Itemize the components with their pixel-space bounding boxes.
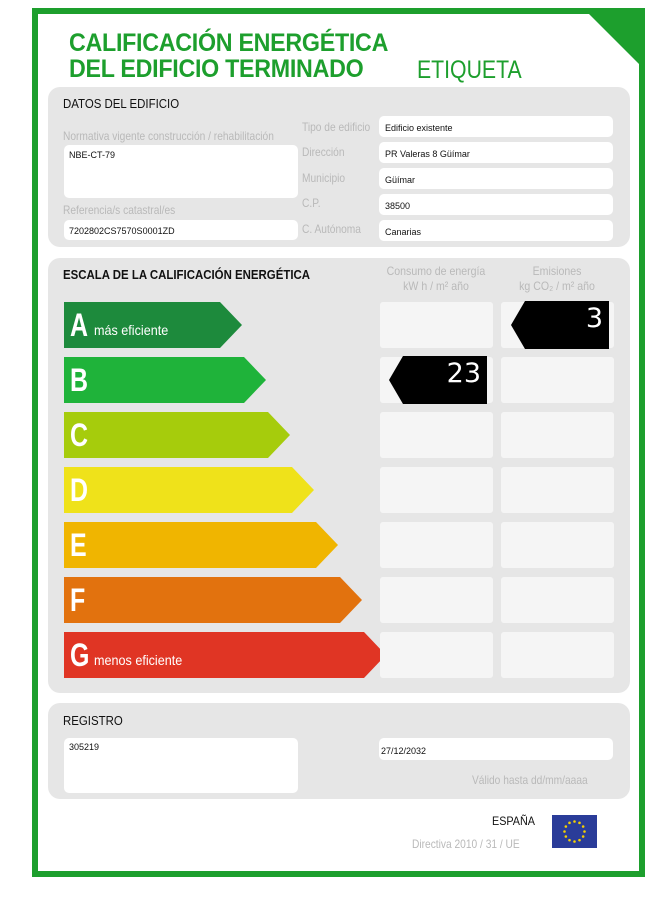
- consumo-cell-e: [380, 522, 493, 568]
- title-line-2: DEL EDIFICIO TERMINADO: [69, 55, 364, 83]
- consumo-cell-g: [380, 632, 493, 678]
- municipio-label: Municipio: [302, 171, 346, 185]
- band-letter: A: [70, 307, 89, 343]
- emisiones-cell-c: [501, 412, 614, 458]
- eu-star: [568, 822, 571, 825]
- emisiones-cell-f: [501, 577, 614, 623]
- normativa-value: NBE-CT-79: [69, 150, 116, 160]
- band-letter: D: [70, 472, 89, 508]
- band-e: [64, 522, 338, 568]
- comunidad-label: C. Autónoma: [302, 222, 361, 236]
- municipio-value: Güímar: [385, 175, 416, 185]
- emisiones-cell-g: [501, 632, 614, 678]
- band-letter: B: [70, 362, 89, 398]
- tipo-value: Edificio existente: [385, 123, 453, 133]
- eu-star: [568, 839, 571, 842]
- consumo-cell-c: [380, 412, 493, 458]
- referencia-label: Referencia/s catastral/es: [63, 203, 176, 217]
- directive-label: Directiva 2010 / 31 / UE: [412, 837, 520, 851]
- band-f: [64, 577, 362, 623]
- cp-label: C.P.: [302, 196, 321, 210]
- registro-title: REGISTRO: [63, 713, 123, 728]
- country-label: ESPAÑA: [492, 814, 536, 828]
- cp-field: [379, 194, 613, 215]
- band-letter: E: [70, 527, 87, 563]
- emisiones-header-line2: kg CO₂ / m² año: [519, 279, 595, 293]
- band-b: [64, 357, 266, 403]
- building-data-title: DATOS DEL EDIFICIO: [63, 96, 180, 111]
- consumo-cell-a: [380, 302, 493, 348]
- band-e-arrow: [64, 522, 338, 568]
- direccion-value: PR Valeras 8 Güímar: [385, 149, 470, 159]
- band-a: [64, 302, 242, 348]
- page-title: [69, 30, 388, 82]
- band-letter: C: [70, 417, 89, 453]
- consumo-cell-d: [380, 467, 493, 513]
- referencia-value: 7202802CS7570S0001ZD: [69, 226, 175, 236]
- direccion-label: Dirección: [302, 145, 345, 159]
- valid-until-label: Válido hasta dd/mm/aaaa: [472, 773, 588, 787]
- consumo-cell-f: [380, 577, 493, 623]
- consumo-header: [383, 264, 489, 294]
- band-letter: G: [70, 637, 90, 673]
- eu-star: [565, 825, 568, 828]
- band-f-arrow: [64, 577, 362, 623]
- registro-number-field: [64, 738, 298, 793]
- emisiones-header: [504, 264, 610, 294]
- emisiones-cell-b: [501, 357, 614, 403]
- band-note: menos eficiente: [94, 652, 183, 668]
- eu-star: [573, 840, 576, 843]
- comunidad-value: Canarias: [385, 227, 422, 237]
- consumo-value: 23: [446, 358, 481, 389]
- eu-star: [583, 830, 586, 833]
- band-c-arrow: [64, 412, 290, 458]
- eu-star: [582, 835, 585, 838]
- title-line-1: CALIFICACIÓN ENERGÉTICA: [69, 29, 389, 57]
- emisiones-value: 3: [585, 303, 603, 334]
- registro-date: 27/12/2032: [381, 746, 427, 756]
- corner-triangle: [583, 8, 645, 70]
- cp-value: 38500: [385, 201, 411, 211]
- eu-stars-icon: [552, 815, 597, 848]
- normativa-label: Normativa vigente construcción / rehabilitación: [63, 129, 274, 143]
- band-b-arrow: [64, 357, 266, 403]
- band-d-arrow: [64, 467, 314, 513]
- band-g: [64, 632, 386, 678]
- emisiones-cell-e: [501, 522, 614, 568]
- consumo-header-line2: kW h / m² año: [403, 279, 469, 293]
- band-note: más eficiente: [94, 322, 169, 338]
- band-c: [64, 412, 290, 458]
- scale-title: ESCALA DE LA CALIFICACIÓN ENERGÉTICA: [63, 267, 311, 282]
- registro-number: 305219: [69, 742, 100, 752]
- emisiones-header-line1: Emisiones: [532, 264, 582, 278]
- tipo-label: Tipo de edificio: [302, 120, 371, 134]
- eu-star: [578, 822, 581, 825]
- eu-star: [573, 820, 576, 823]
- eu-star: [565, 835, 568, 838]
- eu-star: [563, 830, 566, 833]
- band-d: [64, 467, 314, 513]
- eu-star: [582, 825, 585, 828]
- consumo-indicator: [389, 356, 487, 404]
- emisiones-cell-d: [501, 467, 614, 513]
- consumo-header-line1: Consumo de energía: [386, 264, 486, 278]
- etiqueta-label: ETIQUETA: [417, 56, 522, 84]
- eu-star: [578, 839, 581, 842]
- band-letter: F: [70, 582, 86, 618]
- emisiones-indicator: [511, 301, 609, 349]
- eu-flag-icon: [552, 815, 597, 848]
